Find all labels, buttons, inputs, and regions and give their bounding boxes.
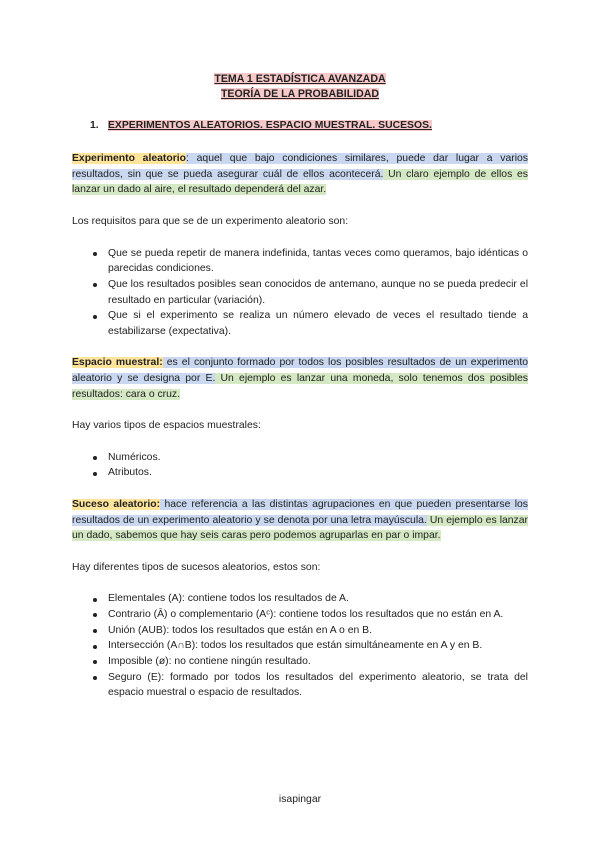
requisitos-intro: Los requisitos para que se de un experimento aleatorio son:	[72, 216, 349, 228]
list-item: Imposible (ø): no contiene ningún resultado.	[108, 654, 528, 670]
section-heading	[90, 118, 528, 134]
list-item: Seguro (E): formado por todos los resultados del experimento aleatorio, se trata del espacio muestral o espacio de resultados.	[108, 670, 528, 701]
doc-title-line-2: TEORÍA DE LA PROBABILIDAD	[220, 87, 380, 100]
list-item: Que si el experimento se realiza un número elevado de veces el resultado tiende a estabilizarse (expectativa).	[108, 308, 528, 339]
tipos-espacios-intro: Hay varios tipos de espacios muestrales:	[72, 420, 261, 432]
section-title: EXPERIMENTOS ALEATORIOS. ESPACIO MUESTRAL. SUCESOS.	[108, 119, 432, 131]
term-experimento-aleatorio: Experimento aleatorio	[72, 153, 186, 165]
example-suceso-aleatorio: Un ejemplo es lanzar un dado, sabemos que hay seis caras pero podemos agruparlas en par o impar.	[72, 514, 528, 542]
document-body	[72, 72, 528, 701]
list-item: Unión (AUB): todos los resultados que están en A o en B.	[108, 623, 528, 639]
section-number: 1.	[90, 119, 99, 131]
list-item: Que los resultados posibles sean conocidos de antemano, aunque no se pueda predecir el resultado en particular (variación).	[108, 277, 528, 308]
paragraph-suceso-aleatorio	[72, 497, 528, 544]
doc-title-line-1: TEMA 1 ESTADÍSTICA AVANZADA	[214, 73, 386, 85]
list-item: Intersección (A∩B): todos los resultados que están simultáneamente en A y en B.	[108, 638, 528, 654]
term-suceso-aleatorio: Suceso aleatorio:	[72, 499, 161, 511]
page-footer: isapingar	[278, 794, 322, 805]
tipos-sucesos-list	[72, 591, 528, 700]
paragraph-experimento-aleatorio	[72, 151, 528, 198]
example-espacio-muestral: Un ejemplo es lanzar una moneda, solo tenemos dos posibles resultados: cara o cruz.	[72, 372, 528, 400]
definition-suceso-aleatorio: hace referencia a las distintas agrupaciones en que pueden presentarse los resultados de un experimento aleatorio y se denota por una letra mayúscula.	[72, 499, 529, 526]
tipos-sucesos-intro: Hay diferentes tipos de sucesos aleatorios, estos son:	[72, 561, 321, 573]
definition-experimento-aleatorio: aquel que bajo condiciones similares, puede dar lugar a varios resultados, sin que se pueda asegurar cuál de ellos acontecerá.	[72, 153, 528, 180]
definition-espacio-muestral: es el conjunto formado por todos los posibles resultados de un experimento aleatorio y se designa por E.	[72, 357, 528, 384]
requisitos-list	[72, 246, 528, 340]
term-espacio-muestral: Espacio muestral:	[72, 357, 163, 369]
example-experimento-aleatorio: Un claro ejemplo de ellos es lanzar un dado al aire, el resultado dependerá del azar.	[72, 168, 528, 196]
paragraph-espacio-muestral	[72, 355, 528, 402]
list-item: Que se pueda repetir de manera indefinida, tantas veces como queramos, bajo idénticas o parecidas condiciones.	[108, 246, 528, 277]
list-item: Numéricos.	[108, 450, 528, 466]
tipos-espacios-list	[72, 450, 528, 481]
term-colon: :	[186, 153, 189, 165]
list-item: Atributos.	[108, 465, 528, 481]
list-item: Contrario (Ā) o complementario (Aᶜ): contiene todos los resultados que no están en A.	[108, 607, 528, 623]
list-item: Elementales (A): contiene todos los resultados de A.	[108, 591, 528, 607]
